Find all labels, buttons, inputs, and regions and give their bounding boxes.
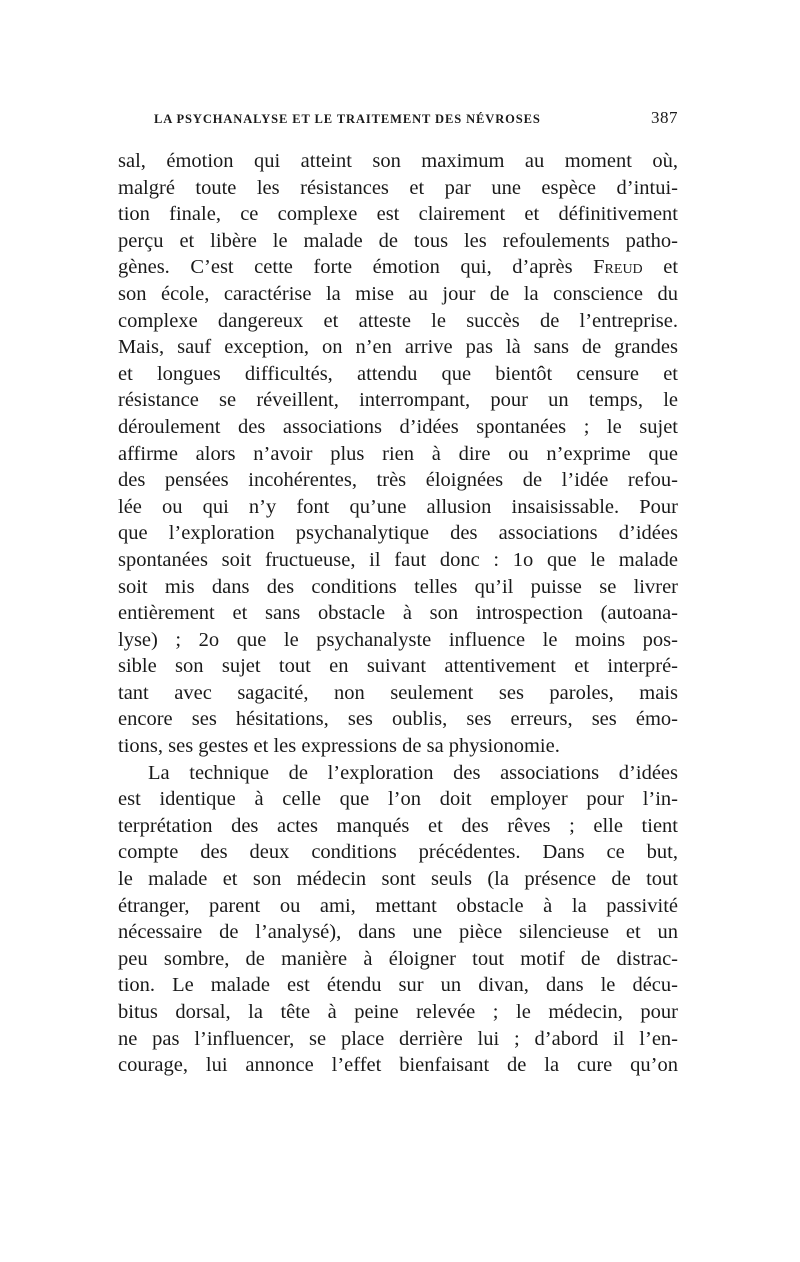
body-text: [118, 148, 678, 1079]
text-line-5: [118, 254, 678, 281]
text-line-10: résistance se réveillent, interrompant, pour un temps, le: [118, 389, 678, 412]
text-line-24: La technique de l’exploration des associations d’idées: [148, 761, 678, 784]
author-name: Freud: [593, 256, 643, 279]
text-line-3: tion finale, ce complexe est clairement et définitivement: [118, 203, 678, 226]
text-line-12: affirme alors n’avoir plus rien à dire ou n’exprime que: [118, 442, 678, 465]
text-line-8: Mais, sauf exception, on n’en arrive pas là sans de grandes: [118, 336, 678, 359]
text-line-19: lyse) ; 2o que le psychanalyste influence le moins pos-: [118, 628, 678, 651]
text-line-27: compte des deux conditions précédentes. Dans ce but,: [118, 841, 678, 864]
text-line-6: son école, caractérise la mise au jour de la conscience du: [118, 282, 678, 305]
page-number: 387: [651, 108, 678, 127]
running-title: LA PSYCHANALYSE ET LE TRAITEMENT DES NÉVROSES: [154, 112, 541, 126]
text-line-9: et longues difficultés, attendu que bientôt censure et: [118, 362, 678, 385]
text-line-33: bitus dorsal, la tête à peine relevée ; le médecin, pour: [118, 1001, 678, 1023]
text-line-35: courage, lui annonce l’effet bienfaisant de la cure qu’on: [118, 1054, 678, 1077]
text-line-5-end: et: [663, 256, 679, 279]
text-line-16: spontanées soit fructueuse, il faut donc : 1o que le malade: [118, 548, 678, 571]
text-line-4: perçu et libère le malade de tous les refoulements patho-: [118, 229, 678, 252]
text-line-2: malgré toute les résistances et par une espèce d’intui-: [118, 176, 678, 199]
text-line-34: ne pas l’influencer, se place derrière lui ; d’abord il l’en-: [118, 1027, 678, 1050]
text-line-22: encore ses hésitations, ses oublis, ses erreurs, ses émo-: [118, 708, 678, 731]
text-line-26: terprétation des actes manqués et des rêves ; elle tient: [118, 814, 678, 837]
text-line-20: sible son sujet tout en suivant attentivement et interpré-: [118, 655, 678, 678]
text-line-23: tions, ses gestes et les expressions de sa physionomie.: [118, 735, 560, 758]
book-page: [118, 108, 678, 1079]
text-line-17: soit mis dans des conditions telles qu’il puisse se livrer: [118, 575, 678, 598]
text-line-1: sal, émotion qui atteint son maximum au moment où,: [118, 150, 678, 172]
text-line-31: peu sombre, de manière à éloigner tout motif de distrac-: [118, 947, 678, 970]
text-line-28: le malade et son médecin sont seuls (la présence de tout: [118, 868, 678, 891]
text-line-15: que l’exploration psychanalytique des associations d’idées: [118, 522, 678, 545]
text-line-32: tion. Le malade est étendu sur un divan, dans le décu-: [118, 974, 678, 997]
text-line-5-start: gènes. C’est cette forte émotion qui, d’après: [118, 256, 573, 279]
text-line-13: des pensées incohérentes, très éloignées de l’idée refou-: [118, 469, 678, 492]
text-line-18: entièrement et sans obstacle à son introspection (autoana-: [118, 602, 678, 625]
text-line-11: déroulement des associations d’idées spontanées ; le sujet: [118, 415, 678, 438]
running-head: [118, 108, 678, 128]
text-line-7: complexe dangereux et atteste le succès de l’entreprise.: [118, 309, 678, 332]
text-line-29: étranger, parent ou ami, mettant obstacle à la passivité: [118, 894, 678, 917]
text-line-25: est identique à celle que l’on doit employer pour l’in-: [118, 788, 678, 811]
text-line-14: lée ou qui n’y font qu’une allusion insaisissable. Pour: [118, 495, 678, 518]
text-line-30: nécessaire de l’analysé), dans une pièce silencieuse et un: [118, 921, 678, 944]
text-line-21: tant avec sagacité, non seulement ses paroles, mais: [118, 681, 678, 704]
